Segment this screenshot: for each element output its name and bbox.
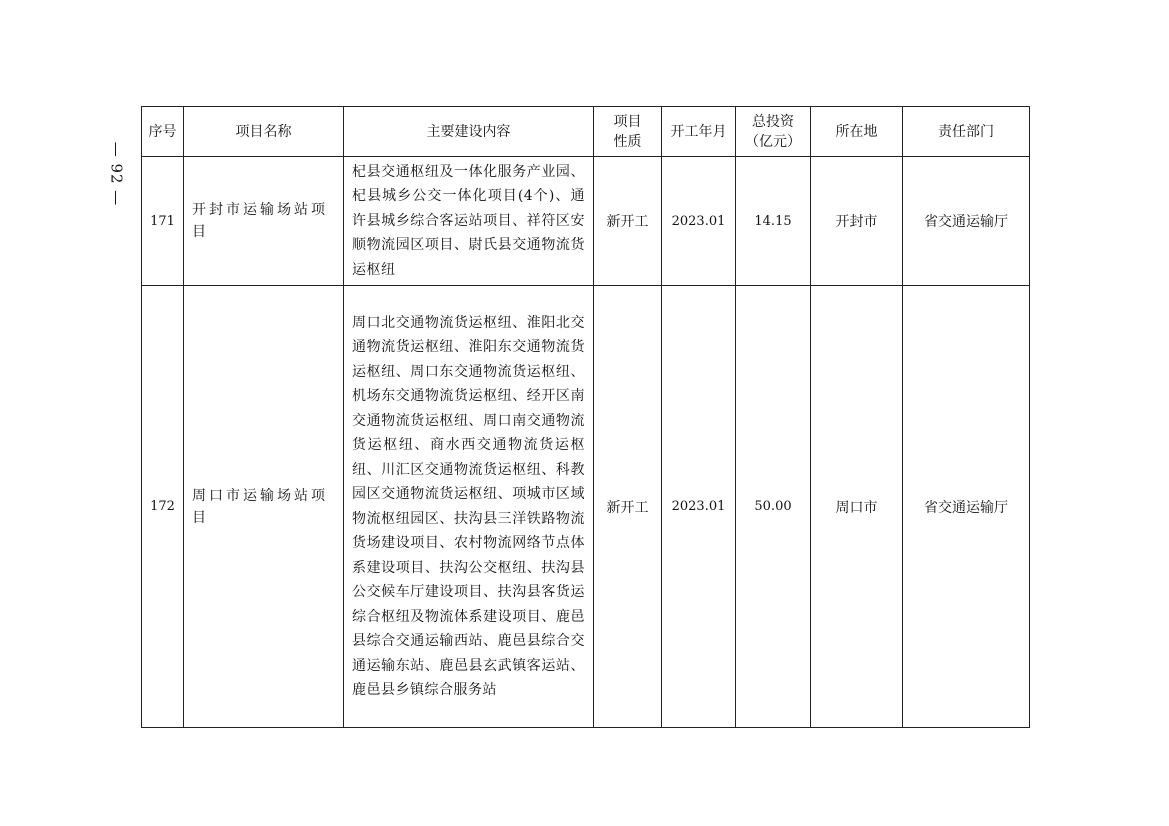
header-type-line2: 性质 xyxy=(613,133,642,150)
cell-content: 杞县交通枢纽及一体化服务产业园、杞县城乡公交一体化项目(4个)、通许县城乡综合客运站项目、祥符区安顺物流园区项目、尉氏县交通物流货运枢纽 xyxy=(344,157,594,286)
cell-invest: 50.00 xyxy=(736,286,811,728)
cell-no: 172 xyxy=(142,286,184,728)
header-no: 序号 xyxy=(142,107,184,157)
cell-type: 新开工 xyxy=(594,157,662,286)
table-header xyxy=(142,107,1030,157)
header-content: 主要建设内容 xyxy=(344,107,594,157)
cell-start: 2023.01 xyxy=(662,286,736,728)
cell-type: 新开工 xyxy=(594,286,662,728)
header-invest xyxy=(736,107,811,157)
cell-start: 2023.01 xyxy=(662,157,736,286)
cell-dept: 省交通运输厅 xyxy=(903,286,1030,728)
page-number-text: — 92 — xyxy=(107,141,125,207)
cell-no: 171 xyxy=(142,157,184,286)
cell-location: 周口市 xyxy=(811,286,903,728)
header-invest-line2: （亿元） xyxy=(745,133,801,150)
header-row xyxy=(142,107,1030,157)
table-row xyxy=(142,286,1030,728)
table-body xyxy=(142,157,1030,728)
cell-invest: 14.15 xyxy=(736,157,811,286)
header-start: 开工年月 xyxy=(662,107,736,157)
header-name: 项目名称 xyxy=(184,107,344,157)
header-location: 所在地 xyxy=(811,107,903,157)
header-dept: 责任部门 xyxy=(903,107,1030,157)
header-invest-line1: 总投资 xyxy=(752,113,794,130)
project-table xyxy=(141,106,1030,728)
cell-name: 开封市运输场站项目 xyxy=(184,157,344,286)
table-row xyxy=(142,157,1030,286)
cell-name: 周口市运输场站项目 xyxy=(184,286,344,728)
page-number xyxy=(104,126,128,222)
cell-content: 周口北交通物流货运枢纽、淮阳北交通物流货运枢纽、淮阳东交通物流货运枢纽、周口东交通物流货运枢纽、机场东交通物流货运枢纽、经开区南交通物流货运枢纽、周口南交通物流货运枢纽、商水西交通物流货运枢纽、川汇区交通物流货运枢纽、科教园区交通物流货运枢纽、项城市区域物流枢纽园区、扶沟县三洋铁路物流货场建设项目、农村物流网络节点体系建设项目、扶沟公交枢纽、扶沟县公交候车厅建设项目、扶沟县客货运综合枢纽及物流体系建设项目、鹿邑县综合交通运输西站、鹿邑县综合交通运输东站、鹿邑县玄武镇客运站、鹿邑县乡镇综合服务站 xyxy=(344,286,594,728)
cell-location: 开封市 xyxy=(811,157,903,286)
cell-dept: 省交通运输厅 xyxy=(903,157,1030,286)
header-type-line1: 项目 xyxy=(613,113,642,130)
header-type xyxy=(594,107,662,157)
